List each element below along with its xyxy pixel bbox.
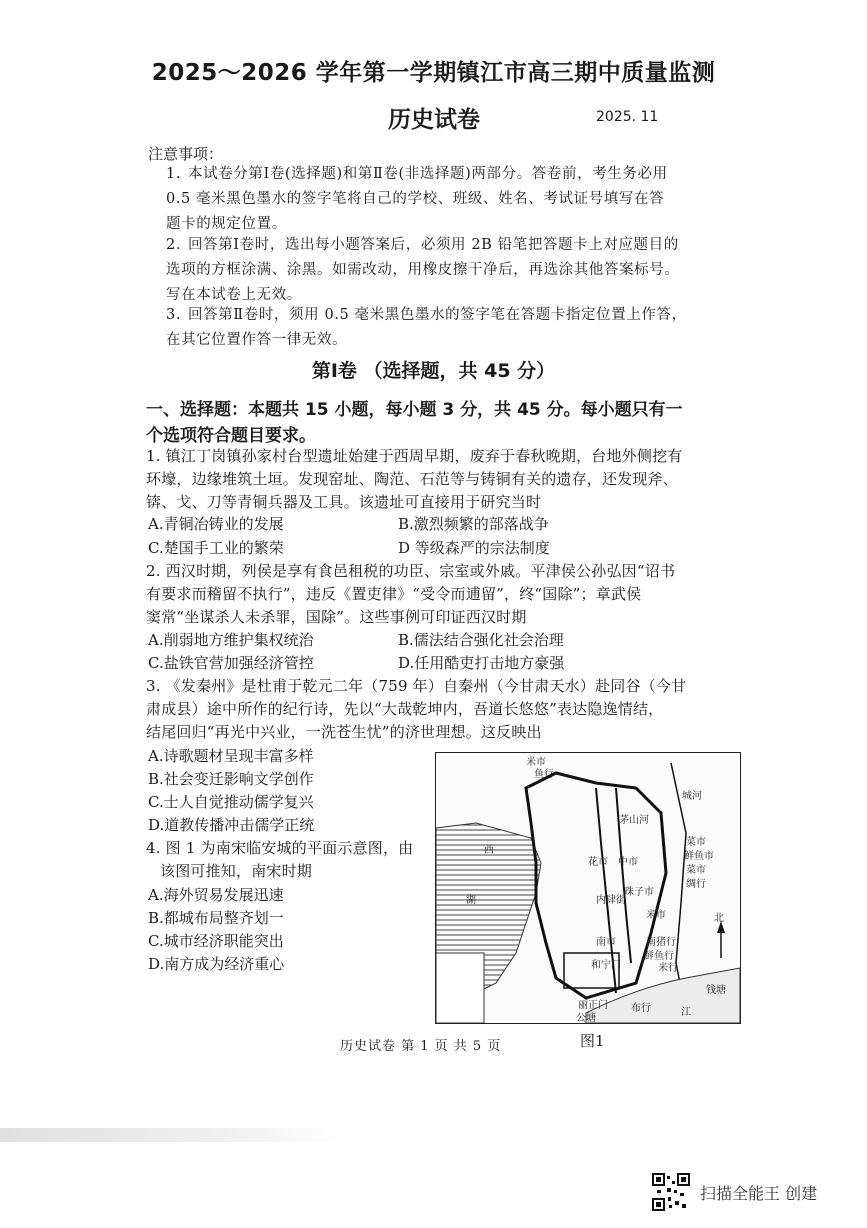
option-b[interactable]: B.都城布局整齐划一 xyxy=(148,909,284,927)
question-2 xyxy=(146,560,726,629)
option-c[interactable]: C.士人自觉推动儒学复兴 xyxy=(148,793,314,811)
map-label: 鲜鱼行 xyxy=(644,951,674,962)
instruction-line: 一、选择题：本题共 15 小题，每小题 3 分，共 45 分。每小题只有一 xyxy=(146,400,683,420)
map-label: 菜市 xyxy=(686,837,706,848)
map-label: 绸行 xyxy=(686,879,706,890)
note-number: 2. xyxy=(166,237,182,253)
map-label: 珠子市 xyxy=(624,887,654,898)
map-label: 西 xyxy=(484,845,494,856)
exam-subtitle: 历史试卷 xyxy=(388,107,480,133)
map-label: 钱塘 xyxy=(706,985,726,996)
note-item xyxy=(166,303,728,353)
note-line: 写在本试卷上无效。 xyxy=(166,287,302,303)
map-label: 米市 xyxy=(646,910,666,921)
map-label: 鲜鱼市 xyxy=(684,851,714,862)
map-label: 布行 xyxy=(631,1003,651,1014)
notes-heading: 注意事项： xyxy=(148,145,224,163)
map-label: 南市 xyxy=(596,937,616,948)
map-label: 米市 xyxy=(526,757,546,768)
note-item xyxy=(166,233,728,308)
question-1 xyxy=(146,445,726,514)
question-line: 环壕，边缘堆筑土垣。发现窑址、陶范、石范等与铸铜有关的遗存，还发现斧、 xyxy=(146,470,679,488)
map-label: 米行 xyxy=(658,963,678,974)
question-line: 4. 图 1 为南宋临安城的平面示意图，由 xyxy=(146,839,414,857)
note-line: 在其它位置作答一律无效。 xyxy=(166,332,348,348)
note-number: 1. xyxy=(166,166,182,182)
section-instruction xyxy=(146,397,716,449)
question-line: 结尾回归“再光中兴业，一洗苍生忧”的济世理想。这反映出 xyxy=(146,723,542,741)
question-line: 有要求而稽留不执行”，违反《置吏律》“受令而逋留”，终“国除”；章武侯 xyxy=(146,585,642,603)
option-a[interactable]: A.青铜冶铸业的发展 xyxy=(148,515,284,533)
exam-title: 2025～2026 学年第一学期镇江市高三期中质量监测 xyxy=(151,60,716,86)
note-number: 3. xyxy=(166,307,182,323)
question-line: 1. 镇江丁岗镇孙家村台型遗址始建于西周早期，废弃于春秋晚期，台地外侧挖有 xyxy=(146,447,683,465)
qr-code-icon xyxy=(652,1173,690,1211)
question-line: 该图可推知，南宋时期 xyxy=(160,862,313,880)
map-label: 内肆街 xyxy=(596,895,626,906)
instruction-line: 个选项符合题目要求。 xyxy=(146,426,316,446)
note-item xyxy=(166,162,728,237)
scanner-watermark-text: 扫描全能王 创建 xyxy=(700,1183,818,1203)
question-line: 肃成县）途中所作的纪行诗，先以“大哉乾坤内，吾道长悠悠”表达隐逸情结， xyxy=(146,700,664,718)
map-label: 江 xyxy=(681,1007,691,1018)
section-title: 第Ⅰ卷 （选择题，共 45 分） xyxy=(311,360,556,382)
note-line: 0.5 毫米黑色墨水的签字笔将自己的学校、班级、姓名、考试证号填写在答 xyxy=(166,191,665,207)
question-line: 锛、戈、刀等青铜兵器及工具。该遗址可直接用于研究当时 xyxy=(146,493,542,511)
note-line: 选项的方框涂满、涂黑。如需改动，用橡皮擦干净后，再选涂其他答案标号。 xyxy=(166,262,680,278)
note-line: 题卡的规定位置。 xyxy=(166,216,287,232)
map-label: 丽正门 xyxy=(578,1000,608,1011)
exam-date: 2025. 11 xyxy=(596,109,659,125)
option-a[interactable]: A.削弱地方维护集权统治 xyxy=(148,631,314,649)
option-d[interactable]: D.南方成为经济重心 xyxy=(148,955,285,973)
map-label: 鱼行 xyxy=(534,769,554,780)
note-line: 回答第Ⅱ卷时，须用 0.5 毫米黑色墨水的签字笔在答题卡指定位置上作答， xyxy=(188,307,687,323)
map-legend xyxy=(436,953,484,1023)
question-4 xyxy=(146,837,431,883)
option-c[interactable]: C.盐铁官营加强经济管控 xyxy=(148,654,314,672)
page-footer: 历史试卷 第 1 页 共 5 页 xyxy=(340,1039,502,1054)
question-line: 2. 西汉时期，列侯是享有食邑租税的功臣、宗室或外戚。平津侯公孙弘因“诏书 xyxy=(146,562,676,580)
figure-caption: 图1 xyxy=(580,1032,605,1050)
map-label: 城河 xyxy=(682,791,702,802)
option-c[interactable]: C.城市经济职能突出 xyxy=(148,932,284,950)
map-label: 湖 xyxy=(466,895,476,906)
map-label: 菜市 xyxy=(686,865,706,876)
map-label: 花市 xyxy=(588,857,608,868)
option-c[interactable]: C.楚国手工业的繁荣 xyxy=(148,539,284,557)
option-b[interactable]: B.儒法结合强化社会治理 xyxy=(398,631,564,649)
map-label: 北 xyxy=(714,913,724,924)
option-d[interactable]: D.任用酷吏打击地方豪强 xyxy=(398,654,565,672)
map-label: 茅山河 xyxy=(619,815,649,826)
option-d[interactable]: D.道教传播冲击儒学正统 xyxy=(148,816,315,834)
question-line: 窦常“坐谋杀人未杀罪，国除”。这些事例可印证西汉时期 xyxy=(146,608,527,626)
note-line: 回答第Ⅰ卷时，选出每小题答案后，必须用 2B 铅笔把答题卡上对应题目的 xyxy=(188,237,679,253)
scan-artifact xyxy=(0,1128,340,1142)
option-a[interactable]: A.海外贸易发展迅速 xyxy=(148,886,284,904)
option-b[interactable]: B.激烈频繁的部落战争 xyxy=(398,515,549,533)
map-label: 南猪行 xyxy=(646,937,676,948)
map-label: 公塘 xyxy=(576,1013,596,1023)
question-line: 3. 《发秦州》是杜甫于乾元二年（759 年）自秦州（今甘肃天水）赴同谷（今甘 xyxy=(146,677,687,695)
option-b[interactable]: B.社会变迁影响文学创作 xyxy=(148,770,314,788)
lin-an-city-map xyxy=(435,752,741,1024)
option-a[interactable]: A.诗歌题材呈现丰富多样 xyxy=(148,747,314,765)
map-label: 和宁门 xyxy=(591,960,621,971)
note-line: 本试卷分第Ⅰ卷(选择题)和第Ⅱ卷(非选择题)两部分。答卷前，考生务必用 xyxy=(188,166,668,182)
map-label: 中市 xyxy=(618,857,638,868)
question-3 xyxy=(146,675,726,744)
scanner-watermark xyxy=(652,1173,817,1211)
option-d[interactable]: D 等级森严的宗法制度 xyxy=(398,539,550,557)
